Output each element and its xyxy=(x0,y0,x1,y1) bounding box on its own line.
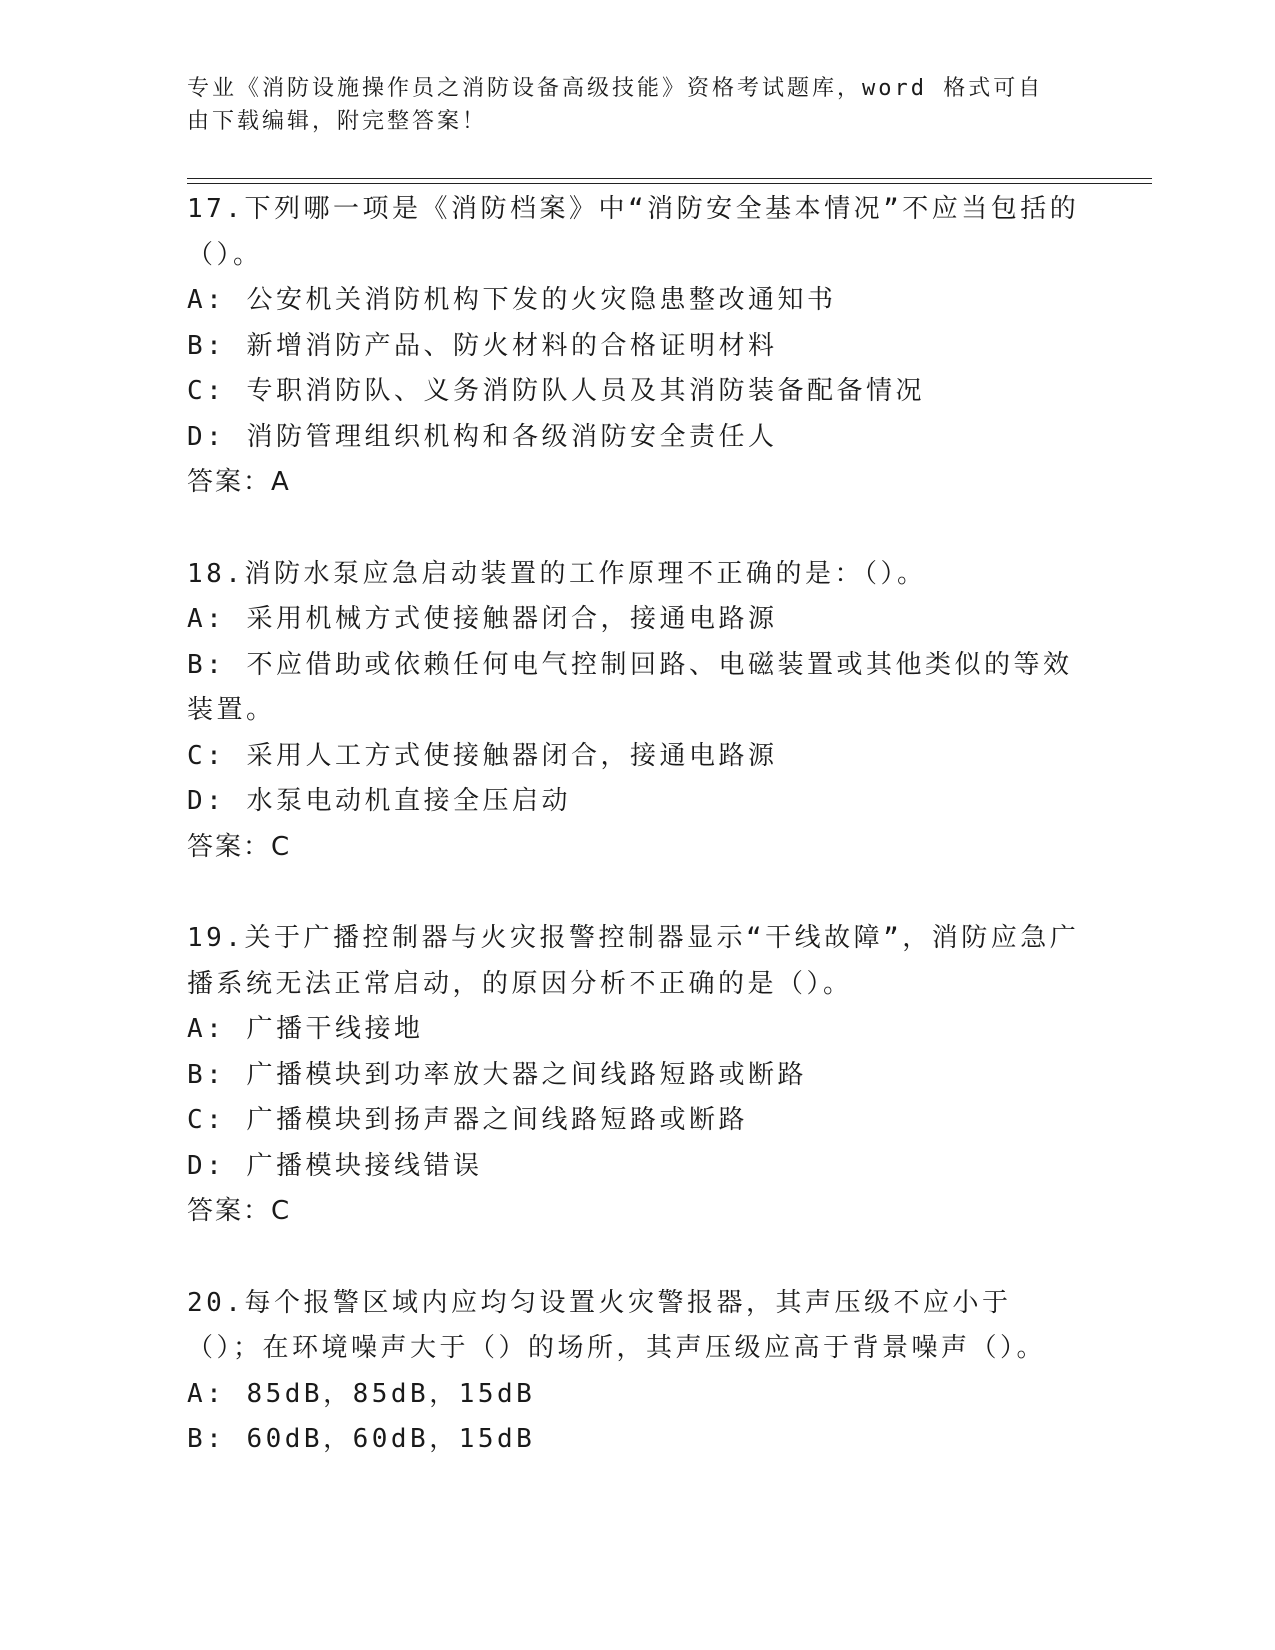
option-letter: C: xyxy=(187,740,226,771)
option-b xyxy=(187,324,1082,370)
question-stem: 18.消防水泵应急启动装置的工作原理不正确的是：（）。 xyxy=(187,558,927,589)
option-letter: B: xyxy=(187,1059,226,1090)
option-b xyxy=(187,1417,1082,1463)
option-d xyxy=(187,415,1082,461)
option-text: 85dB，85dB，15dB xyxy=(246,1378,536,1409)
option-a xyxy=(187,1007,1082,1053)
option-text: 新增消防产品、防火材料的合格证明材料 xyxy=(246,330,778,361)
option-text: 广播模块到扬声器之间线路短路或断路 xyxy=(246,1105,748,1135)
option-letter: A: xyxy=(187,1014,226,1044)
option-letter: D: xyxy=(187,786,226,816)
question-19 xyxy=(187,916,1082,1235)
option-a xyxy=(187,278,1082,324)
question-stem: 17.下列哪一项是《消防档案》中“消防安全基本情况”不应当包括的（）。 xyxy=(187,194,1080,270)
option-letter: D: xyxy=(187,421,226,452)
option-d xyxy=(187,779,1082,825)
option-letter: A: xyxy=(187,285,226,315)
option-text: 60dB，60dB，15dB xyxy=(246,1424,536,1454)
option-text: 专职消防队、义务消防队人员及其消防装备配备情况 xyxy=(246,376,925,406)
question-17 xyxy=(187,187,1082,506)
option-letter: B: xyxy=(187,330,226,361)
option-text: 采用人工方式使接触器闭合，接通电路源 xyxy=(246,740,778,771)
document-intro: 专业《消防设施操作员之消防设备高级技能》资格考试题库，word 格式可自由下载编辑，附完整答案！ xyxy=(187,76,1044,134)
option-letter: B: xyxy=(187,649,226,680)
option-letter: C: xyxy=(187,1105,226,1135)
question-stem: 19.关于广播控制器与火灾报警控制器显示“干线故障”，消防应急广播系统无法正常启动，的原因分析不正确的是（）。 xyxy=(187,923,1080,999)
answer: 答案：C xyxy=(187,831,292,862)
option-c xyxy=(187,369,1082,415)
question-list xyxy=(187,187,1082,1509)
header-divider-top xyxy=(187,178,1152,179)
header-divider-bottom xyxy=(187,183,1152,184)
option-b xyxy=(187,643,1082,734)
option-letter: D: xyxy=(187,1150,226,1181)
option-a xyxy=(187,1372,1082,1418)
answer: 答案：C xyxy=(187,1196,292,1226)
option-letter: B: xyxy=(187,1424,226,1454)
option-text: 广播模块接线错误 xyxy=(246,1150,483,1181)
option-text: 采用机械方式使接触器闭合，接通电路源 xyxy=(246,604,778,634)
answer: 答案：A xyxy=(187,467,291,497)
option-letter: A: xyxy=(187,604,226,634)
question-20 xyxy=(187,1281,1082,1463)
option-c xyxy=(187,1098,1082,1144)
option-text: 消防管理组织机构和各级消防安全责任人 xyxy=(246,421,778,452)
option-d xyxy=(187,1144,1082,1190)
option-b xyxy=(187,1053,1082,1099)
option-c xyxy=(187,734,1082,780)
option-letter: C: xyxy=(187,376,226,406)
option-text: 公安机关消防机构下发的火灾隐患整改通知书 xyxy=(246,285,837,315)
option-text: 不应借助或依赖任何电气控制回路、电磁装置或其他类似的等效装置。 xyxy=(187,649,1073,725)
option-a xyxy=(187,597,1082,643)
option-letter: A: xyxy=(187,1378,226,1409)
question-stem: 20.每个报警区域内应均匀设置火灾警报器，其声压级不应小于（）；在环境噪声大于（）的场所，其声压级应高于背景噪声（）。 xyxy=(187,1287,1047,1363)
option-text: 广播干线接地 xyxy=(246,1014,424,1044)
option-text: 广播模块到功率放大器之间线路短路或断路 xyxy=(246,1059,807,1090)
question-18 xyxy=(187,552,1082,871)
option-text: 水泵电动机直接全压启动 xyxy=(246,786,571,816)
